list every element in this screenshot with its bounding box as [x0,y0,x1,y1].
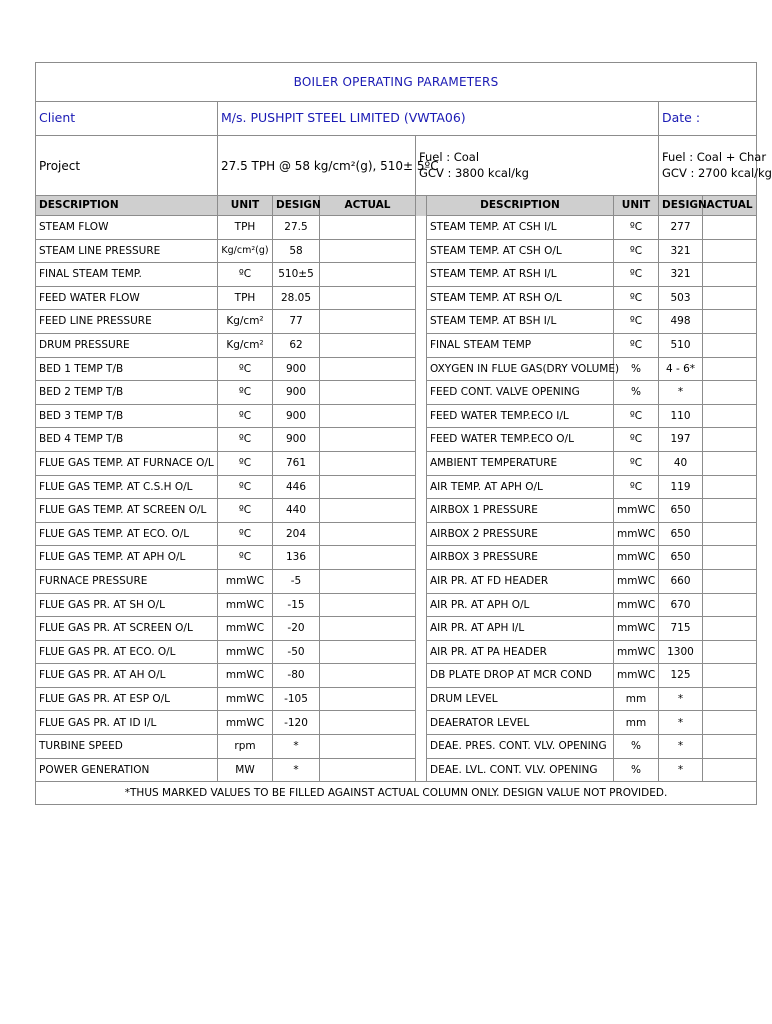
right-unit: ºC [614,310,659,334]
right-actual-input[interactable] [703,617,757,641]
right-design: * [659,758,703,782]
left-design: -5 [273,569,320,593]
left-unit: MW [218,758,273,782]
left-description: FLUE GAS PR. AT ECO. O/L [36,640,218,664]
left-description: STEAM LINE PRESSURE [36,239,218,263]
left-design: * [273,735,320,759]
date-label[interactable]: Date : [659,102,757,136]
right-unit: mm [614,711,659,735]
left-description: FLUE GAS PR. AT ESP O/L [36,687,218,711]
left-actual-input[interactable] [320,216,416,240]
table-row [36,357,757,381]
right-design: 321 [659,239,703,263]
right-description: OXYGEN IN FLUE GAS(DRY VOLUME) [427,357,614,381]
right-description: DEAERATOR LEVEL [427,711,614,735]
column-gap [416,735,427,759]
right-description: STEAM TEMP. AT RSH I/L [427,263,614,287]
left-unit: ºC [218,428,273,452]
table-row [36,310,757,334]
right-design: * [659,381,703,405]
right-design: 650 [659,499,703,523]
left-description: FLUE GAS TEMP. AT APH O/L [36,546,218,570]
left-actual-input[interactable] [320,664,416,688]
left-unit: ºC [218,381,273,405]
client-value[interactable]: M/s. PUSHPIT STEEL LIMITED (VWTA06) [218,102,659,136]
right-actual-input[interactable] [703,569,757,593]
right-design: 125 [659,664,703,688]
right-actual-input[interactable] [703,735,757,759]
left-design: -15 [273,593,320,617]
right-description: DB PLATE DROP AT MCR COND [427,664,614,688]
right-description: AMBIENT TEMPERATURE [427,451,614,475]
left-actual-input[interactable] [320,333,416,357]
right-actual-input[interactable] [703,687,757,711]
right-unit: ºC [614,475,659,499]
column-gap [416,617,427,641]
table-row [36,687,757,711]
right-unit: ºC [614,239,659,263]
right-actual-input[interactable] [703,451,757,475]
right-unit: mmWC [614,593,659,617]
left-design: 77 [273,310,320,334]
left-unit: ºC [218,357,273,381]
left-design: 440 [273,499,320,523]
table-row [36,522,757,546]
left-unit: TPH [218,216,273,240]
right-unit: % [614,758,659,782]
left-design: 510±5 [273,263,320,287]
left-description: FLUE GAS PR. AT AH O/L [36,664,218,688]
boiler-parameters-sheet [35,62,772,805]
right-description: AIRBOX 1 PRESSURE [427,499,614,523]
left-description: BED 2 TEMP T/B [36,381,218,405]
right-actual-input[interactable] [703,216,757,240]
left-unit: ºC [218,499,273,523]
table-row [36,216,757,240]
right-actual-input[interactable] [703,758,757,782]
left-description: DRUM PRESSURE [36,333,218,357]
left-actual-input[interactable] [320,499,416,523]
right-design: 503 [659,286,703,310]
right-design: * [659,735,703,759]
right-unit: ºC [614,286,659,310]
project-value[interactable]: 27.5 TPH @ 58 kg/cm²(g), 510± 5ºC [218,136,416,196]
right-design: 650 [659,522,703,546]
left-description: FURNACE PRESSURE [36,569,218,593]
header-design-left: DESIGN [273,196,320,216]
left-unit: ºC [218,451,273,475]
table-row [36,239,757,263]
right-unit: mmWC [614,640,659,664]
left-actual-input[interactable] [320,475,416,499]
left-actual-input[interactable] [320,569,416,593]
right-unit: mmWC [614,664,659,688]
left-unit: Kg/cm² [218,310,273,334]
column-gap [416,640,427,664]
column-gap [416,239,427,263]
fuel-coal-char-gcv: GCV : 2700 kcal/kg [662,165,772,180]
right-actual-input[interactable] [703,546,757,570]
column-gap [416,475,427,499]
right-actual-input[interactable] [703,381,757,405]
right-design: 670 [659,593,703,617]
right-unit: % [614,735,659,759]
right-description: FEED CONT. VALVE OPENING [427,381,614,405]
left-description: FINAL STEAM TEMP. [36,263,218,287]
left-actual-input[interactable] [320,711,416,735]
left-actual-input[interactable] [320,263,416,287]
right-description: STEAM TEMP. AT BSH I/L [427,310,614,334]
sheet-title: BOILER OPERATING PARAMETERS [36,63,757,102]
parameter-rows [36,216,757,782]
right-design: 1300 [659,640,703,664]
right-actual-input[interactable] [703,239,757,263]
table-row [36,617,757,641]
right-actual-input[interactable] [703,475,757,499]
header-actual-right: ACTUAL [703,196,757,216]
right-actual-input[interactable] [703,428,757,452]
left-design: 900 [273,381,320,405]
right-design: 321 [659,263,703,287]
right-design: 119 [659,475,703,499]
right-unit: mm [614,687,659,711]
right-unit: ºC [614,451,659,475]
left-design: -80 [273,664,320,688]
left-design: 761 [273,451,320,475]
left-actual-input[interactable] [320,404,416,428]
column-gap [416,451,427,475]
column-gap [416,711,427,735]
fuel-coal-cell [416,136,659,196]
left-unit: ºC [218,546,273,570]
right-design: 650 [659,546,703,570]
left-actual-input[interactable] [320,617,416,641]
right-actual-input[interactable] [703,499,757,523]
right-actual-input[interactable] [703,711,757,735]
footnote: *THUS MARKED VALUES TO BE FILLED AGAINST ACTUAL COLUMN ONLY. DESIGN VALUE NOT PROVIDED. [36,782,757,805]
table-row [36,263,757,287]
table-row [36,451,757,475]
column-gap [416,286,427,310]
right-unit: % [614,357,659,381]
right-design: 715 [659,617,703,641]
left-unit: ºC [218,475,273,499]
table-row [36,286,757,310]
left-unit: mmWC [218,617,273,641]
table-row [36,664,757,688]
right-unit: mmWC [614,546,659,570]
fuel-coal: Fuel : Coal [419,149,480,164]
left-description: TURBINE SPEED [36,735,218,759]
right-unit: ºC [614,216,659,240]
right-unit: mmWC [614,617,659,641]
right-unit: ºC [614,333,659,357]
fuel-coal-gcv: GCV : 3800 kcal/kg [419,165,529,180]
table-row [36,758,757,782]
right-unit: ºC [614,428,659,452]
left-description: FLUE GAS TEMP. AT ECO. O/L [36,522,218,546]
left-design: 204 [273,522,320,546]
left-description: FEED WATER FLOW [36,286,218,310]
column-gap [416,216,427,240]
right-actual-input[interactable] [703,664,757,688]
right-unit: ºC [614,263,659,287]
left-description: POWER GENERATION [36,758,218,782]
left-unit: ºC [218,522,273,546]
left-design: 28.05 [273,286,320,310]
header-description-right: DESCRIPTION [427,196,614,216]
right-actual-input[interactable] [703,310,757,334]
column-gap [416,593,427,617]
left-unit: mmWC [218,664,273,688]
left-design: 900 [273,428,320,452]
project-label: Project [36,136,218,196]
left-actual-input[interactable] [320,522,416,546]
left-description: BED 1 TEMP T/B [36,357,218,381]
table-row [36,381,757,405]
column-gap [416,196,427,216]
left-design: 62 [273,333,320,357]
column-gap [416,499,427,523]
right-description: FINAL STEAM TEMP [427,333,614,357]
right-description: AIRBOX 2 PRESSURE [427,522,614,546]
column-gap [416,381,427,405]
left-unit: mmWC [218,593,273,617]
right-description: AIR PR. AT PA HEADER [427,640,614,664]
column-gap [416,404,427,428]
left-unit: mmWC [218,569,273,593]
left-actual-input[interactable] [320,735,416,759]
left-unit: TPH [218,286,273,310]
table-row [36,640,757,664]
right-actual-input[interactable] [703,404,757,428]
right-description: AIR TEMP. AT APH O/L [427,475,614,499]
left-design: 900 [273,404,320,428]
right-design: 4 - 6* [659,357,703,381]
left-actual-input[interactable] [320,451,416,475]
left-actual-input[interactable] [320,286,416,310]
fuel-coal-char: Fuel : Coal + Char [662,149,767,164]
right-actual-input[interactable] [703,357,757,381]
right-design: 277 [659,216,703,240]
table-row [36,475,757,499]
left-design: 58 [273,239,320,263]
right-design: * [659,711,703,735]
left-actual-input[interactable] [320,310,416,334]
left-design: -50 [273,640,320,664]
right-actual-input[interactable] [703,333,757,357]
left-description: FLUE GAS TEMP. AT C.S.H O/L [36,475,218,499]
left-design: -105 [273,687,320,711]
column-gap [416,687,427,711]
left-design: 900 [273,357,320,381]
table-row [36,428,757,452]
right-actual-input[interactable] [703,593,757,617]
left-unit: ºC [218,404,273,428]
right-description: AIR PR. AT APH O/L [427,593,614,617]
right-design: 197 [659,428,703,452]
right-design: 40 [659,451,703,475]
column-gap [416,522,427,546]
left-unit: Kg/cm² [218,333,273,357]
column-gap [416,546,427,570]
header-unit-left: UNIT [218,196,273,216]
right-description: DRUM LEVEL [427,687,614,711]
left-design: * [273,758,320,782]
right-actual-input[interactable] [703,522,757,546]
table-row [36,593,757,617]
left-actual-input[interactable] [320,758,416,782]
right-description: STEAM TEMP. AT CSH I/L [427,216,614,240]
left-design: -20 [273,617,320,641]
right-actual-input[interactable] [703,263,757,287]
left-description: FLUE GAS TEMP. AT SCREEN O/L [36,499,218,523]
left-description: FLUE GAS PR. AT SCREEN O/L [36,617,218,641]
table-row [36,569,757,593]
column-gap [416,333,427,357]
header-design-right: DESIGN [659,196,703,216]
column-gap [416,428,427,452]
left-description: BED 4 TEMP T/B [36,428,218,452]
right-description: AIR PR. AT APH I/L [427,617,614,641]
right-unit: mmWC [614,522,659,546]
left-unit: Kg/cm²(g) [218,239,273,263]
right-description: FEED WATER TEMP.ECO I/L [427,404,614,428]
right-description: STEAM TEMP. AT CSH O/L [427,239,614,263]
right-unit: mmWC [614,499,659,523]
left-description: STEAM FLOW [36,216,218,240]
header-description-left: DESCRIPTION [36,196,218,216]
column-gap [416,357,427,381]
left-actual-input[interactable] [320,381,416,405]
left-actual-input[interactable] [320,357,416,381]
client-label: Client [36,102,218,136]
left-unit: ºC [218,263,273,287]
right-description: AIRBOX 3 PRESSURE [427,546,614,570]
table-row [36,333,757,357]
right-description: DEAE. PRES. CONT. VLV. OPENING [427,735,614,759]
right-description: FEED WATER TEMP.ECO O/L [427,428,614,452]
fuel-coal-char-cell [659,136,772,196]
left-description: FLUE GAS TEMP. AT FURNACE O/L [36,451,218,475]
table-row [36,499,757,523]
right-design: 498 [659,310,703,334]
right-description: DEAE. LVL. CONT. VLV. OPENING [427,758,614,782]
column-header-row [36,196,757,216]
left-description: BED 3 TEMP T/B [36,404,218,428]
table-row [36,546,757,570]
right-unit: mmWC [614,569,659,593]
left-design: 136 [273,546,320,570]
right-design: 110 [659,404,703,428]
right-design: * [659,687,703,711]
left-actual-input[interactable] [320,428,416,452]
right-actual-input[interactable] [703,286,757,310]
left-unit: mmWC [218,640,273,664]
left-actual-input[interactable] [320,239,416,263]
column-gap [416,569,427,593]
left-description: FEED LINE PRESSURE [36,310,218,334]
left-unit: mmWC [218,687,273,711]
table-row [36,735,757,759]
column-gap [416,758,427,782]
left-description: FLUE GAS PR. AT ID I/L [36,711,218,735]
table-row [36,404,757,428]
right-actual-input[interactable] [703,640,757,664]
left-actual-input[interactable] [320,546,416,570]
table-row [36,711,757,735]
right-description: STEAM TEMP. AT RSH O/L [427,286,614,310]
right-design: 660 [659,569,703,593]
left-unit: rpm [218,735,273,759]
header-unit-right: UNIT [614,196,659,216]
column-gap [416,263,427,287]
left-actual-input[interactable] [320,640,416,664]
right-design: 510 [659,333,703,357]
left-description: FLUE GAS PR. AT SH O/L [36,593,218,617]
column-gap [416,664,427,688]
right-unit: % [614,381,659,405]
left-unit: mmWC [218,711,273,735]
left-actual-input[interactable] [320,687,416,711]
left-design: -120 [273,711,320,735]
right-description: AIR PR. AT FD HEADER [427,569,614,593]
left-actual-input[interactable] [320,593,416,617]
right-unit: ºC [614,404,659,428]
left-design: 27.5 [273,216,320,240]
left-design: 446 [273,475,320,499]
column-gap [416,310,427,334]
header-actual-left: ACTUAL [320,196,416,216]
